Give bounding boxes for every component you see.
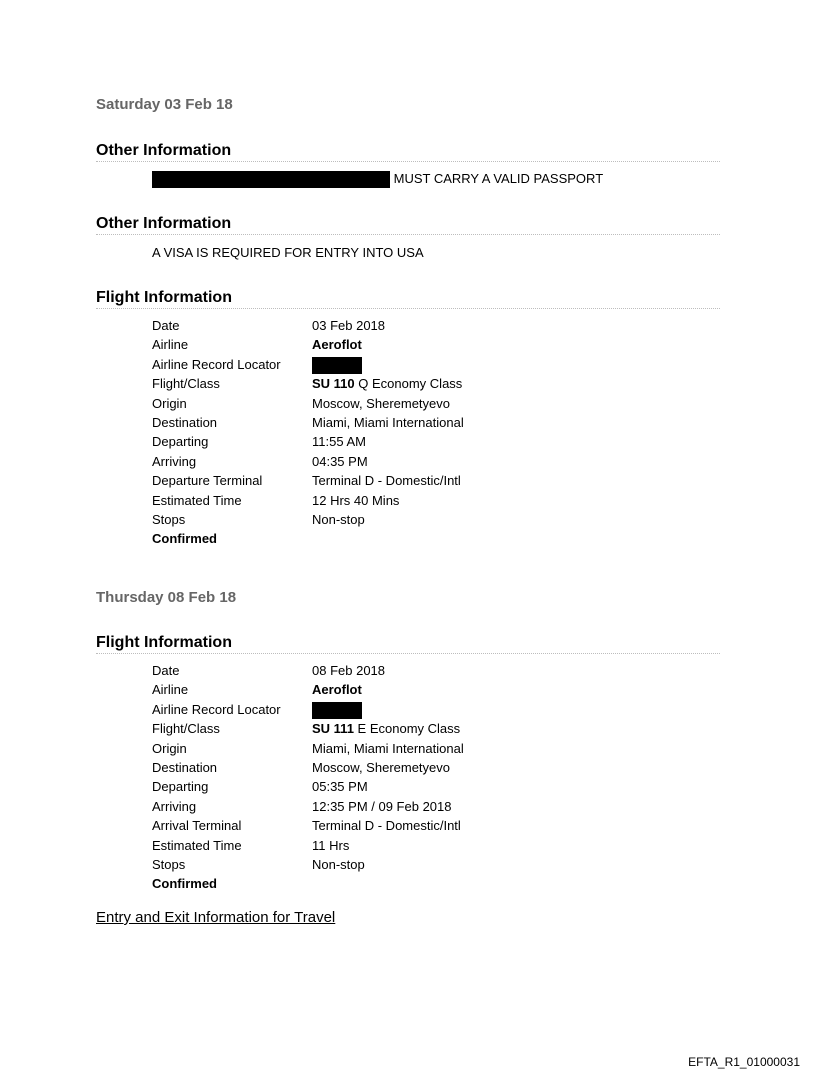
other-info-line-1 [152, 171, 603, 188]
label-locator: Airline Record Locator [152, 356, 281, 372]
value-locator [312, 700, 362, 719]
value-terminal: Terminal D - Domestic/Intl [312, 473, 461, 489]
label-terminal: Arrival Terminal [152, 818, 242, 834]
value-locator [312, 355, 362, 374]
value-date: 08 Feb 2018 [312, 663, 386, 678]
label-stops: Stops [152, 511, 186, 527]
day-heading-1: Saturday 03 Feb 18 [96, 96, 233, 113]
status-confirmed: Confirmed [152, 531, 217, 547]
value-date: 03 Feb 2018 [312, 318, 386, 333]
label-origin: Origin [152, 395, 187, 411]
value-origin: Moscow, Sheremetyevo [312, 395, 451, 411]
value-destination: Moscow, Sheremetyevo [312, 759, 451, 775]
other-info-title-2: Other Information [96, 215, 720, 235]
status-confirmed: Confirmed [152, 876, 217, 892]
value-arriving: 04:35 PM [312, 453, 368, 469]
value-estimated: 12 Hrs 40 Mins [312, 492, 400, 508]
flight-info-title-2: Flight Information [96, 634, 720, 654]
value-origin: Miami, Miami International [312, 740, 464, 756]
value-estimated: 11 Hrs [312, 837, 350, 853]
visa-notice: A VISA IS REQUIRED FOR ENTRY INTO USA [152, 245, 424, 260]
label-stops: Stops [152, 856, 186, 872]
flight-number: SU 111 [312, 721, 354, 737]
flight-class: Q Economy Class [354, 376, 463, 392]
label-airline: Airline [152, 682, 189, 698]
redaction-box [152, 171, 390, 188]
label-estimated: Estimated Time [152, 492, 242, 508]
label-flightclass: Flight/Class [152, 721, 220, 737]
label-locator: Airline Record Locator [152, 701, 281, 717]
label-origin: Origin [152, 740, 187, 756]
label-flightclass: Flight/Class [152, 376, 220, 392]
value-terminal: Terminal D - Domestic/Intl [312, 818, 461, 834]
label-terminal: Departure Terminal [152, 473, 263, 489]
label-arriving: Arriving [152, 798, 197, 814]
value-flightclass [312, 374, 462, 393]
label-destination: Destination [152, 759, 218, 775]
flight-number: SU 110 [312, 376, 355, 392]
value-departing: 05:35 PM [312, 779, 368, 795]
label-destination: Destination [152, 414, 218, 430]
value-airline: Aeroflot [312, 337, 362, 353]
value-destination: Miami, Miami International [312, 414, 464, 430]
redaction-box [312, 357, 362, 374]
value-arriving: 12:35 PM / 09 Feb 2018 [312, 798, 452, 814]
label-departing: Departing [152, 779, 209, 795]
value-departing: 11:55 AM [312, 434, 366, 450]
entry-exit-info-link[interactable]: Entry and Exit Information for Travel [96, 909, 336, 926]
day-heading-2: Thursday 08 Feb 18 [96, 589, 237, 606]
label-arriving: Arriving [152, 453, 197, 469]
label-date: Date [152, 663, 180, 678]
flight-class: E Economy Class [353, 721, 461, 737]
document-id: EFTA_R1_01000031 [688, 1055, 800, 1069]
value-flightclass [312, 719, 460, 738]
label-estimated: Estimated Time [152, 837, 242, 853]
value-stops: Non-stop [312, 511, 365, 527]
redaction-box [312, 702, 362, 719]
flight-info-title-1: Flight Information [96, 289, 720, 309]
label-departing: Departing [152, 434, 209, 450]
value-stops: Non-stop [312, 856, 365, 872]
value-airline: Aeroflot [312, 682, 362, 698]
label-airline: Airline [152, 337, 189, 353]
label-date: Date [152, 318, 180, 333]
passport-notice: MUST CARRY A VALID PASSPORT [393, 171, 604, 186]
other-info-title-1: Other Information [96, 142, 720, 162]
